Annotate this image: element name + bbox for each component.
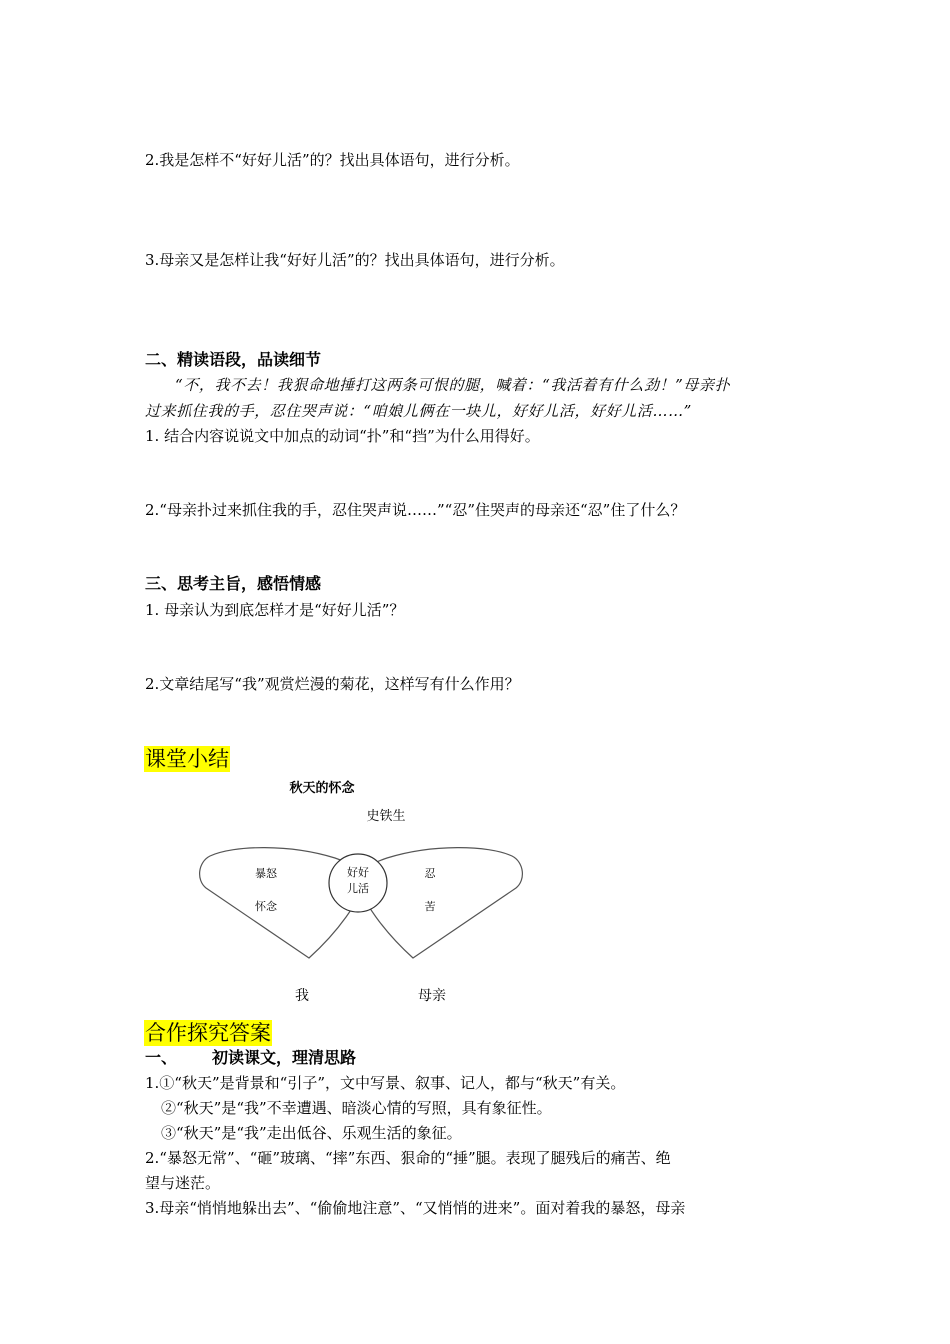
section-3-question-1: 1. 母亲认为到底怎样才是“好好儿活”？ [145,601,405,619]
label-me: 我 [295,988,309,1004]
center-line-1: 好好 [347,866,369,879]
answers-sub1-number: 一、 [145,1048,178,1067]
answer-1-point-1: 1.①“秋天”是背景和“引子”，文中写景、叙事、记人，都与“秋天”有关。 [145,1074,626,1092]
center-line-2: 儿活 [347,882,369,895]
answer-1-point-3: ③“秋天”是“我”走出低谷、乐观生活的象征。 [161,1124,462,1142]
summary-heading: 课堂小结 [145,747,229,771]
answer-2-line-2: 望与迷茫。 [145,1174,221,1192]
question-3: 3.母亲又是怎样让我“好好儿活”的？找出具体语句，进行分析。 [145,251,565,269]
label-mother: 母亲 [418,988,446,1004]
section-3-heading: 三、思考主旨，感悟情感 [145,574,322,593]
answers-sub1-text: 初读课文，理清思路 [212,1048,357,1067]
right-bottom-word: 苦 [424,900,436,913]
answer-2-line-1: 2.“暴怒无常”、“砸”玻璃、“摔”东西、狠命的“捶”腿。表现了腿残后的痛苦、绝 [145,1149,671,1167]
passage-line-1: “不，我不去！我狠命地捶打这两条可恨的腿，喊着：“我活着有什么劲！”母亲扑 [175,376,731,394]
left-bottom-word: 怀念 [255,900,277,913]
answer-3-line-1: 3.母亲“悄悄地躲出去”、“偷偷地注意”、“又悄悄的进来”。面对着我的暴怒，母亲 [145,1199,686,1217]
answers-heading: 合作探究答案 [145,1021,271,1045]
section-2-heading: 二、精读语段，品读细节 [145,350,322,369]
section-2-question-1: 1. 结合内容说说文中加点的动词“扑”和“挡”为什么用得好。 [145,427,540,445]
section-2-question-2: 2.“母亲扑过来抓住我的手，忍住哭声说……”“忍”住哭声的母亲还“忍”住了什么？ [145,501,686,519]
diagram-author: 史铁生 [366,809,406,824]
left-top-word: 暴怒 [255,867,277,880]
summary-diagram [190,772,540,1012]
right-top-word: 忍 [424,867,436,880]
passage-line-2: 过来抓住我的手，忍住哭声说：“咱娘儿俩在一块儿，好好儿活，好好儿活……” [145,402,692,420]
question-2: 2.我是怎样不“好好儿活”的？找出具体语句，进行分析。 [145,151,520,169]
section-3-question-2: 2.文章结尾写“我”观赏烂漫的菊花，这样写有什么作用？ [145,675,520,693]
answer-1-point-2: ②“秋天”是“我”不幸遭遇、暗淡心情的写照，具有象征性。 [161,1099,552,1117]
diagram-title: 秋天的怀念 [289,781,355,796]
